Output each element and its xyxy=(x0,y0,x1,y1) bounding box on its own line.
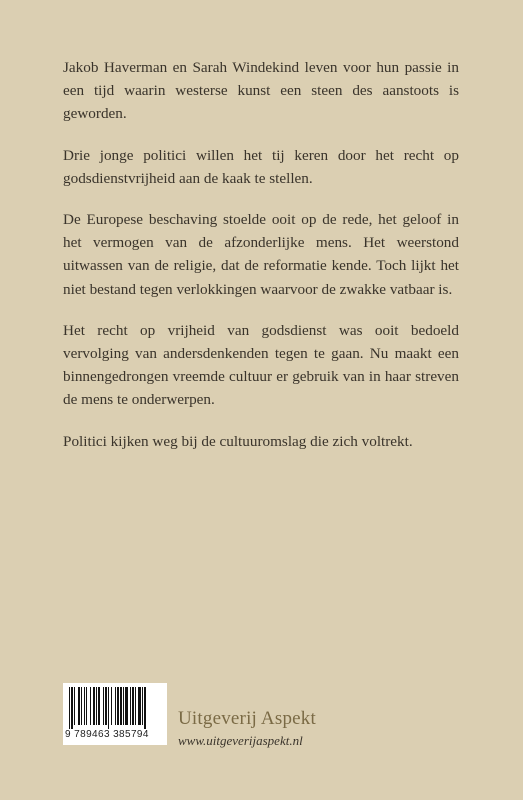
barcode-bar xyxy=(96,687,97,725)
barcode-bar xyxy=(105,687,107,725)
blurb-paragraph-5: Politici kijken weg bij de cultuuromslag die zich voltrekt. xyxy=(63,432,413,450)
barcode-bar xyxy=(71,687,73,729)
isbn-number: 9 789463 385794 xyxy=(65,729,149,740)
barcode-bar xyxy=(125,687,128,725)
barcode-bar xyxy=(108,687,109,729)
barcode-bar xyxy=(142,687,143,725)
barcode-bar xyxy=(103,687,104,725)
barcode-bar xyxy=(111,687,112,725)
barcode-bar xyxy=(132,687,134,725)
publisher-website: www.uitgeverijaspekt.nl xyxy=(178,733,303,748)
barcode-bar xyxy=(74,687,75,725)
isbn-barcode xyxy=(63,683,167,745)
barcode-bar xyxy=(144,687,146,729)
barcode-bar xyxy=(138,687,141,725)
barcode-bar xyxy=(130,687,131,725)
barcode-bar xyxy=(90,687,91,725)
blurb-paragraph-2: Drie jonge politici willen het tij keren door het recht op godsdienstvrijheid aan de kaak te stellen. xyxy=(63,146,459,187)
barcode-bar xyxy=(78,687,80,725)
barcode-bar xyxy=(98,687,100,725)
barcode-bars xyxy=(67,687,163,729)
barcode-bar xyxy=(93,687,95,725)
blurb-text xyxy=(63,56,459,471)
barcode-bar xyxy=(123,687,124,725)
barcode-bar xyxy=(115,687,116,725)
barcode-bar xyxy=(86,687,87,725)
barcode-bar xyxy=(69,687,70,729)
blurb-paragraph-1: Jakob Haverman en Sarah Windekind leven voor hun passie in een tijd waarin westerse kunst een steen des aanstoots is geworden. xyxy=(63,59,459,123)
barcode-bar xyxy=(81,687,82,725)
barcode-bar xyxy=(84,687,85,725)
blurb-paragraph-4: Het recht op vrijheid van godsdienst was ooit bedoeld vervolging van andersdenkenden tegen te gaan. Nu maakt een binnengedrongen vreemde cultuur er gebruik van in haar streven de mens te onderwerpen. xyxy=(63,321,459,409)
barcode-bar xyxy=(135,687,136,725)
blurb-paragraph-3: De Europese beschaving stoelde ooit op de rede, het geloof in het vermogen van de afzonderlijke mens. Het weerstond uitwassen van de religie, dat de reformatie kende. Toch lijkt het niet bestand tegen verlokkingen waarvoor de zwakke vatbaar is. xyxy=(63,211,459,298)
barcode-bar xyxy=(117,687,119,725)
barcode-bar xyxy=(120,687,122,725)
publisher-name: Uitgeverij Aspekt xyxy=(178,708,316,729)
